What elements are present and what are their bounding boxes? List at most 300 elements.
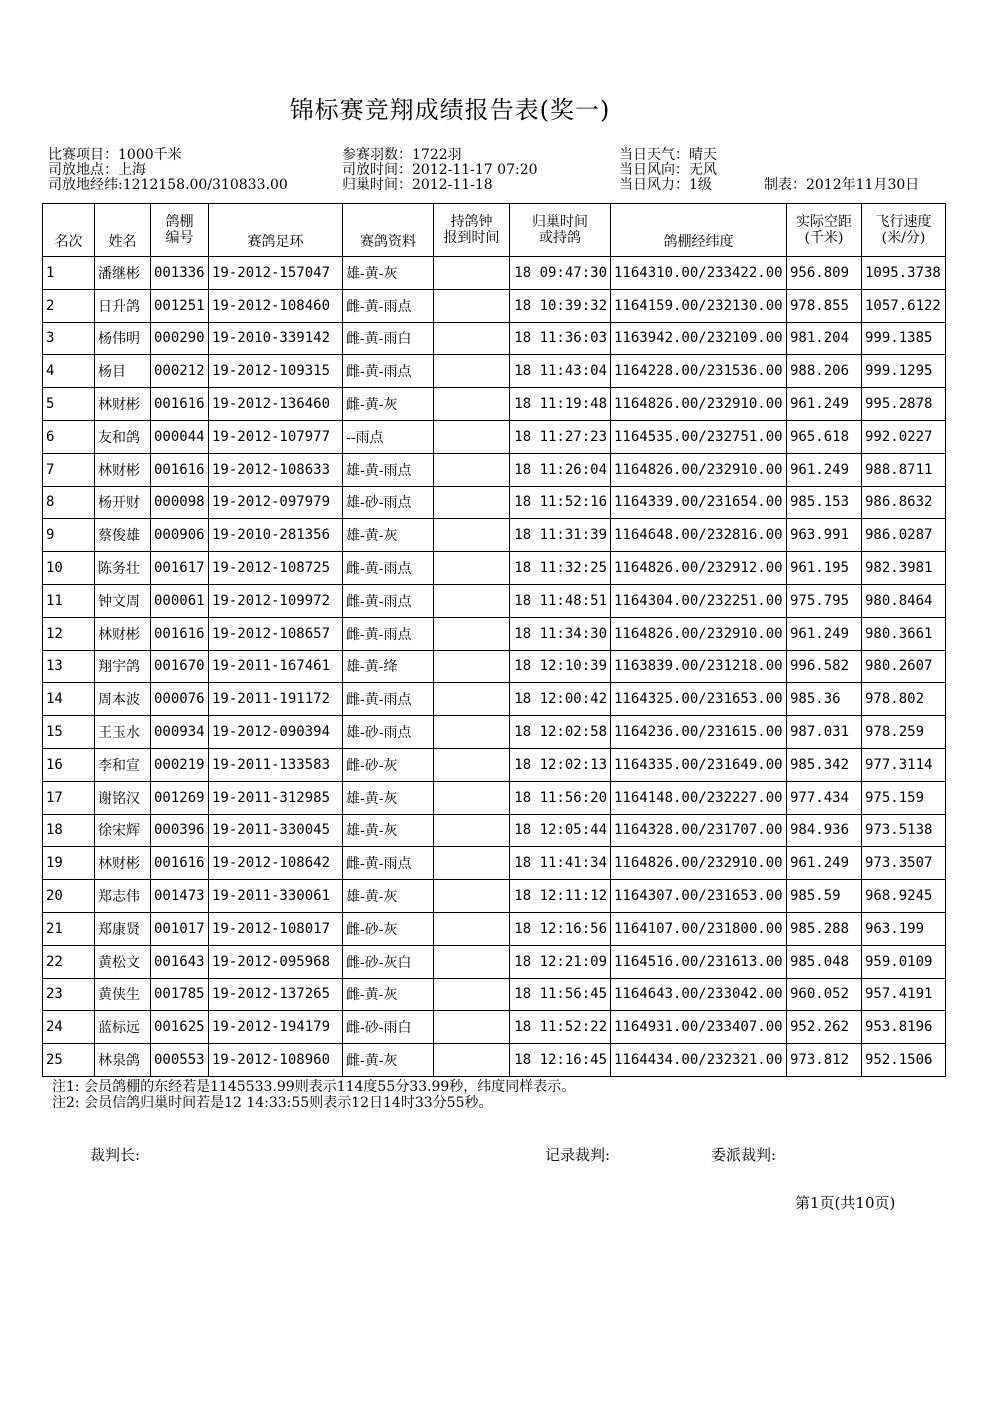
cell-rank: 19: [43, 847, 95, 880]
cell-clock-report-time: [434, 1044, 510, 1077]
cell-name: 林财彬: [95, 847, 151, 880]
cell-name: 杨伟明: [95, 322, 151, 355]
cell-distance: 988.206: [787, 355, 862, 388]
cell-loft-id: 000934: [151, 716, 209, 749]
cell-loft-coordinates: 1164339.00/231654.00: [611, 486, 787, 519]
info-column-2: [342, 148, 538, 193]
cell-name: 谢铭汉: [95, 781, 151, 814]
cell-rank: 23: [43, 978, 95, 1011]
info-release-coords: 司放地经纬:1212158.00/310833.00: [48, 177, 288, 193]
cell-loft-coordinates: 1163942.00/232109.00: [611, 322, 787, 355]
cell-loft-id: 000061: [151, 584, 209, 617]
cell-rank: 7: [43, 453, 95, 486]
cell-distance: 960.052: [787, 978, 862, 1011]
table-row: [43, 748, 946, 781]
cell-rank: 25: [43, 1044, 95, 1077]
cell-loft-coordinates: 1164516.00/231613.00: [611, 945, 787, 978]
cell-speed: 1057.6122: [862, 289, 946, 322]
cell-arrival-time: 18 10:39:32: [510, 289, 611, 322]
cell-speed: 978.802: [862, 683, 946, 716]
cell-arrival-time: 18 12:02:58: [510, 716, 611, 749]
cell-speed: 975.159: [862, 781, 946, 814]
cell-name: 林财彬: [95, 388, 151, 421]
cell-pigeon-info: 雌-砂-雨白: [343, 1011, 434, 1044]
cell-rank: 24: [43, 1011, 95, 1044]
cell-ring-number: 19-2012-107977: [209, 420, 343, 453]
info-column-3: [619, 148, 717, 193]
notes: [52, 1079, 575, 1111]
cell-loft-id: 001643: [151, 945, 209, 978]
cell-speed: 999.1295: [862, 355, 946, 388]
table-row: [43, 355, 946, 388]
cell-clock-report-time: [434, 617, 510, 650]
table-row: [43, 1011, 946, 1044]
cell-clock-report-time: [434, 650, 510, 683]
delegate-referee-label: 委派裁判:: [711, 1146, 777, 1164]
cell-speed: 988.8711: [862, 453, 946, 486]
info-column-1: [48, 148, 288, 193]
page-number: 第1页(共10页): [795, 1194, 896, 1212]
cell-clock-report-time: [434, 584, 510, 617]
cell-distance: 956.809: [787, 257, 862, 290]
cell-ring-number: 19-2010-281356: [209, 519, 343, 552]
cell-name: 林财彬: [95, 617, 151, 650]
cell-loft-coordinates: 1164304.00/232251.00: [611, 584, 787, 617]
cell-clock-report-time: [434, 847, 510, 880]
cell-distance: 965.618: [787, 420, 862, 453]
cell-loft-coordinates: 1164826.00/232910.00: [611, 847, 787, 880]
cell-ring-number: 19-2012-097979: [209, 486, 343, 519]
cell-arrival-time: 18 12:02:13: [510, 748, 611, 781]
table-row: [43, 617, 946, 650]
cell-ring-number: 19-2011-330061: [209, 880, 343, 913]
cell-ring-number: 19-2011-330045: [209, 814, 343, 847]
cell-speed: 986.0287: [862, 519, 946, 552]
cell-pigeon-info: 雌-黄-雨点: [343, 584, 434, 617]
info-release-time: 司放时间：2012-11-17 07:20: [342, 162, 538, 178]
info-entries: 参赛羽数：1722羽: [342, 147, 462, 163]
cell-distance: 987.031: [787, 716, 862, 749]
cell-rank: 2: [43, 289, 95, 322]
cell-loft-id: 001336: [151, 257, 209, 290]
cell-clock-report-time: [434, 420, 510, 453]
cell-loft-coordinates: 1164325.00/231653.00: [611, 683, 787, 716]
cell-pigeon-info: 雄-砂-雨点: [343, 716, 434, 749]
cell-clock-report-time: [434, 1011, 510, 1044]
page-title: 锦标赛竞翔成绩报告表(奖一): [289, 96, 611, 124]
table-row: [43, 486, 946, 519]
cell-arrival-time: 18 11:56:45: [510, 978, 611, 1011]
table-row: [43, 683, 946, 716]
cell-name: 蓝标远: [95, 1011, 151, 1044]
cell-pigeon-info: 雌-黄-雨点: [343, 617, 434, 650]
cell-clock-report-time: [434, 289, 510, 322]
cell-rank: 1: [43, 257, 95, 290]
table-row: [43, 912, 946, 945]
cell-arrival-time: 18 11:32:25: [510, 552, 611, 585]
cell-distance: 961.249: [787, 847, 862, 880]
cell-arrival-time: 18 12:05:44: [510, 814, 611, 847]
cell-rank: 16: [43, 748, 95, 781]
cell-loft-coordinates: 1164148.00/232227.00: [611, 781, 787, 814]
cell-arrival-time: 18 12:00:42: [510, 683, 611, 716]
info-release-place: 司放地点：上海: [48, 162, 146, 178]
cell-distance: 961.249: [787, 388, 862, 421]
cell-loft-coordinates: 1164236.00/231615.00: [611, 716, 787, 749]
cell-name: 周本波: [95, 683, 151, 716]
cell-pigeon-info: 雌-黄-灰: [343, 388, 434, 421]
cell-ring-number: 19-2012-194179: [209, 1011, 343, 1044]
cell-name: 钟文周: [95, 584, 151, 617]
cell-pigeon-info: 雌-黄-灰: [343, 1044, 434, 1077]
cell-speed: 968.9245: [862, 880, 946, 913]
cell-loft-coordinates: 1164535.00/232751.00: [611, 420, 787, 453]
cell-rank: 9: [43, 519, 95, 552]
cell-name: 黄侠生: [95, 978, 151, 1011]
cell-loft-coordinates: 1164328.00/231707.00: [611, 814, 787, 847]
cell-distance: 961.195: [787, 552, 862, 585]
cell-arrival-time: 18 11:43:04: [510, 355, 611, 388]
table-row: [43, 289, 946, 322]
cell-loft-id: 001251: [151, 289, 209, 322]
cell-loft-coordinates: 1163839.00/231218.00: [611, 650, 787, 683]
cell-loft-coordinates: 1164826.00/232910.00: [611, 617, 787, 650]
cell-arrival-time: 18 12:11:12: [510, 880, 611, 913]
cell-distance: 975.795: [787, 584, 862, 617]
cell-name: 陈务壮: [95, 552, 151, 585]
header-pigeon-info: 赛鸽资料: [343, 204, 434, 257]
cell-clock-report-time: [434, 552, 510, 585]
cell-rank: 22: [43, 945, 95, 978]
cell-loft-coordinates: 1164107.00/231800.00: [611, 912, 787, 945]
cell-distance: 978.855: [787, 289, 862, 322]
table-row: [43, 420, 946, 453]
cell-ring-number: 19-2012-137265: [209, 978, 343, 1011]
cell-rank: 3: [43, 322, 95, 355]
cell-loft-id: 000219: [151, 748, 209, 781]
cell-loft-id: 001670: [151, 650, 209, 683]
cell-loft-id: 001473: [151, 880, 209, 913]
cell-rank: 4: [43, 355, 95, 388]
cell-speed: 959.0109: [862, 945, 946, 978]
cell-ring-number: 19-2010-339142: [209, 322, 343, 355]
cell-pigeon-info: 雄-黄-绛: [343, 650, 434, 683]
cell-loft-coordinates: 1164434.00/232321.00: [611, 1044, 787, 1077]
cell-rank: 20: [43, 880, 95, 913]
cell-loft-coordinates: 1164159.00/232130.00: [611, 289, 787, 322]
cell-distance: 985.342: [787, 748, 862, 781]
record-referee-label: 记录裁判:: [545, 1146, 611, 1164]
header-rank: 名次: [43, 204, 95, 257]
table-row: [43, 584, 946, 617]
cell-arrival-time: 18 11:27:23: [510, 420, 611, 453]
cell-clock-report-time: [434, 388, 510, 421]
cell-ring-number: 19-2012-108633: [209, 453, 343, 486]
info-event: 比赛项目：1000千米: [48, 147, 182, 163]
cell-speed: 980.2607: [862, 650, 946, 683]
cell-arrival-time: 18 11:34:30: [510, 617, 611, 650]
cell-pigeon-info: 雌-黄-雨点: [343, 683, 434, 716]
info-return-date: 归巢时间：2012-11-18: [342, 177, 493, 193]
cell-name: 潘继彬: [95, 257, 151, 290]
cell-rank: 17: [43, 781, 95, 814]
table-header-row: [43, 204, 946, 257]
cell-speed: 980.8464: [862, 584, 946, 617]
cell-distance: 996.582: [787, 650, 862, 683]
cell-rank: 13: [43, 650, 95, 683]
table-row: [43, 453, 946, 486]
cell-ring-number: 19-2012-095968: [209, 945, 343, 978]
cell-loft-id: 001017: [151, 912, 209, 945]
table-row: [43, 650, 946, 683]
table-row: [43, 781, 946, 814]
cell-pigeon-info: 雌-黄-雨点: [343, 289, 434, 322]
cell-pigeon-info: 雌-砂-灰白: [343, 945, 434, 978]
table-row: [43, 847, 946, 880]
cell-clock-report-time: [434, 716, 510, 749]
cell-speed: 995.2878: [862, 388, 946, 421]
cell-ring-number: 19-2012-109972: [209, 584, 343, 617]
cell-ring-number: 19-2012-090394: [209, 716, 343, 749]
cell-speed: 977.3114: [862, 748, 946, 781]
cell-distance: 952.262: [787, 1011, 862, 1044]
cell-pigeon-info: --雨点: [343, 420, 434, 453]
cell-speed: 957.4191: [862, 978, 946, 1011]
cell-loft-id: 000290: [151, 322, 209, 355]
cell-pigeon-info: 雄-黄-灰: [343, 257, 434, 290]
cell-speed: 980.3661: [862, 617, 946, 650]
cell-name: 王玉水: [95, 716, 151, 749]
cell-loft-coordinates: 1164826.00/232912.00: [611, 552, 787, 585]
cell-distance: 985.36: [787, 683, 862, 716]
cell-loft-coordinates: 1164931.00/233407.00: [611, 1011, 787, 1044]
cell-arrival-time: 18 12:16:56: [510, 912, 611, 945]
cell-pigeon-info: 雄-黄-灰: [343, 519, 434, 552]
cell-loft-coordinates: 1164826.00/232910.00: [611, 388, 787, 421]
header-loft-coordinates: 鸽棚经纬度: [611, 204, 787, 257]
cell-loft-id: 000076: [151, 683, 209, 716]
cell-name: 郑康贤: [95, 912, 151, 945]
table-row: [43, 880, 946, 913]
table-row: [43, 1044, 946, 1077]
cell-loft-coordinates: 1164335.00/231649.00: [611, 748, 787, 781]
cell-arrival-time: 18 11:52:16: [510, 486, 611, 519]
cell-pigeon-info: 雄-黄-灰: [343, 880, 434, 913]
cell-pigeon-info: 雌-黄-雨点: [343, 552, 434, 585]
cell-loft-id: 000396: [151, 814, 209, 847]
table-row: [43, 945, 946, 978]
cell-distance: 963.991: [787, 519, 862, 552]
header-clock-report-time: 持鸽钟 报到时间: [434, 204, 510, 257]
cell-loft-id: 000553: [151, 1044, 209, 1077]
cell-loft-id: 001625: [151, 1011, 209, 1044]
cell-name: 李和宣: [95, 748, 151, 781]
cell-pigeon-info: 雌-黄-雨白: [343, 322, 434, 355]
header-ring-number: 赛鸽足环: [209, 204, 343, 257]
info-weather: 当日天气：晴天: [619, 147, 717, 163]
cell-name: 杨开财: [95, 486, 151, 519]
cell-speed: 999.1385: [862, 322, 946, 355]
cell-name: 杨目: [95, 355, 151, 388]
cell-loft-coordinates: 1164307.00/231653.00: [611, 880, 787, 913]
cell-clock-report-time: [434, 453, 510, 486]
cell-clock-report-time: [434, 912, 510, 945]
cell-arrival-time: 18 11:56:20: [510, 781, 611, 814]
header-speed: 飞行速度 (米/分): [862, 204, 946, 257]
info-wind-force: 当日风力：1级: [619, 177, 712, 193]
table-row: [43, 978, 946, 1011]
table-row: [43, 716, 946, 749]
cell-speed: 992.0227: [862, 420, 946, 453]
info-made-date: 制表：2012年11月30日: [764, 177, 920, 193]
cell-loft-id: 001616: [151, 453, 209, 486]
cell-name: 友和鸽: [95, 420, 151, 453]
cell-distance: 977.434: [787, 781, 862, 814]
cell-clock-report-time: [434, 683, 510, 716]
cell-clock-report-time: [434, 486, 510, 519]
cell-loft-id: 000906: [151, 519, 209, 552]
cell-rank: 6: [43, 420, 95, 453]
cell-speed: 978.259: [862, 716, 946, 749]
cell-name: 翔宇鸽: [95, 650, 151, 683]
cell-pigeon-info: 雌-黄-灰: [343, 978, 434, 1011]
cell-distance: 984.936: [787, 814, 862, 847]
table-row: [43, 322, 946, 355]
cell-rank: 11: [43, 584, 95, 617]
table-row: [43, 519, 946, 552]
cell-speed: 982.3981: [862, 552, 946, 585]
cell-ring-number: 19-2012-108460: [209, 289, 343, 322]
cell-loft-id: 000212: [151, 355, 209, 388]
cell-clock-report-time: [434, 945, 510, 978]
cell-ring-number: 19-2012-157047: [209, 257, 343, 290]
cell-name: 林财彬: [95, 453, 151, 486]
cell-ring-number: 19-2012-108725: [209, 552, 343, 585]
cell-name: 黄松文: [95, 945, 151, 978]
cell-pigeon-info: 雄-黄-灰: [343, 781, 434, 814]
cell-loft-id: 001785: [151, 978, 209, 1011]
cell-name: 林泉鸽: [95, 1044, 151, 1077]
cell-loft-id: 001616: [151, 847, 209, 880]
header-name: 姓名: [95, 204, 151, 257]
cell-loft-coordinates: 1164228.00/231536.00: [611, 355, 787, 388]
cell-ring-number: 19-2012-108017: [209, 912, 343, 945]
cell-rank: 15: [43, 716, 95, 749]
header-distance: 实际空距 (千米): [787, 204, 862, 257]
cell-name: 郑志伟: [95, 880, 151, 913]
cell-arrival-time: 18 11:26:04: [510, 453, 611, 486]
table-row: [43, 388, 946, 421]
results-table: [42, 203, 946, 1077]
table-row: [43, 552, 946, 585]
cell-arrival-time: 18 11:52:22: [510, 1011, 611, 1044]
cell-clock-report-time: [434, 519, 510, 552]
header-loft-id: 鸽棚 编号: [151, 204, 209, 257]
note-1: 注1: 会员鸽棚的东经若是1145533.99则表示114度55分33.99秒，纬度同样表示。: [52, 1079, 576, 1095]
cell-speed: 963.199: [862, 912, 946, 945]
cell-loft-id: 001616: [151, 388, 209, 421]
cell-speed: 1095.3738: [862, 257, 946, 290]
info-wind-direction: 当日风向：无风: [619, 162, 717, 178]
cell-ring-number: 19-2011-191172: [209, 683, 343, 716]
cell-ring-number: 19-2012-136460: [209, 388, 343, 421]
cell-ring-number: 19-2012-108657: [209, 617, 343, 650]
cell-rank: 8: [43, 486, 95, 519]
cell-name: 日升鸽: [95, 289, 151, 322]
cell-clock-report-time: [434, 748, 510, 781]
cell-loft-coordinates: 1164826.00/232910.00: [611, 453, 787, 486]
cell-loft-id: 000044: [151, 420, 209, 453]
cell-speed: 973.3507: [862, 847, 946, 880]
cell-loft-id: 001617: [151, 552, 209, 585]
cell-speed: 973.5138: [862, 814, 946, 847]
cell-loft-id: 001269: [151, 781, 209, 814]
cell-speed: 952.1506: [862, 1044, 946, 1077]
cell-clock-report-time: [434, 322, 510, 355]
cell-distance: 985.288: [787, 912, 862, 945]
cell-speed: 953.8196: [862, 1011, 946, 1044]
cell-arrival-time: 18 11:19:48: [510, 388, 611, 421]
cell-rank: 10: [43, 552, 95, 585]
cell-arrival-time: 18 09:47:30: [510, 257, 611, 290]
cell-distance: 961.249: [787, 453, 862, 486]
chief-referee-label: 裁判长:: [90, 1146, 141, 1164]
cell-pigeon-info: 雌-砂-灰: [343, 748, 434, 781]
cell-rank: 5: [43, 388, 95, 421]
cell-clock-report-time: [434, 355, 510, 388]
cell-pigeon-info: 雌-黄-雨点: [343, 847, 434, 880]
cell-arrival-time: 18 11:48:51: [510, 584, 611, 617]
cell-distance: 985.048: [787, 945, 862, 978]
header-arrival-time: 归巢时间 或持鸽: [510, 204, 611, 257]
cell-clock-report-time: [434, 257, 510, 290]
cell-speed: 986.8632: [862, 486, 946, 519]
cell-pigeon-info: 雄-黄-灰: [343, 814, 434, 847]
cell-clock-report-time: [434, 978, 510, 1011]
cell-loft-id: 001616: [151, 617, 209, 650]
cell-distance: 985.153: [787, 486, 862, 519]
cell-arrival-time: 18 11:31:39: [510, 519, 611, 552]
cell-ring-number: 19-2011-167461: [209, 650, 343, 683]
cell-pigeon-info: 雌-黄-雨点: [343, 355, 434, 388]
cell-name: 蔡俊雄: [95, 519, 151, 552]
cell-distance: 985.59: [787, 880, 862, 913]
cell-ring-number: 19-2012-109315: [209, 355, 343, 388]
cell-pigeon-info: 雌-砂-灰: [343, 912, 434, 945]
cell-arrival-time: 18 12:10:39: [510, 650, 611, 683]
note-2: 注2: 会员信鸽归巢时间若是12 14:33:55则表示12日14时33分55秒。: [52, 1095, 493, 1111]
cell-ring-number: 19-2011-312985: [209, 781, 343, 814]
cell-clock-report-time: [434, 880, 510, 913]
cell-distance: 961.249: [787, 617, 862, 650]
cell-arrival-time: 18 12:21:09: [510, 945, 611, 978]
cell-ring-number: 19-2012-108960: [209, 1044, 343, 1077]
cell-ring-number: 19-2011-133583: [209, 748, 343, 781]
cell-loft-coordinates: 1164648.00/232816.00: [611, 519, 787, 552]
cell-distance: 981.204: [787, 322, 862, 355]
cell-arrival-time: 18 12:16:45: [510, 1044, 611, 1077]
cell-clock-report-time: [434, 781, 510, 814]
cell-loft-coordinates: 1164310.00/233422.00: [611, 257, 787, 290]
cell-clock-report-time: [434, 814, 510, 847]
cell-distance: 973.812: [787, 1044, 862, 1077]
cell-arrival-time: 18 11:41:34: [510, 847, 611, 880]
table-row: [43, 257, 946, 290]
cell-name: 徐宋辉: [95, 814, 151, 847]
cell-rank: 12: [43, 617, 95, 650]
cell-loft-id: 000098: [151, 486, 209, 519]
table-row: [43, 814, 946, 847]
